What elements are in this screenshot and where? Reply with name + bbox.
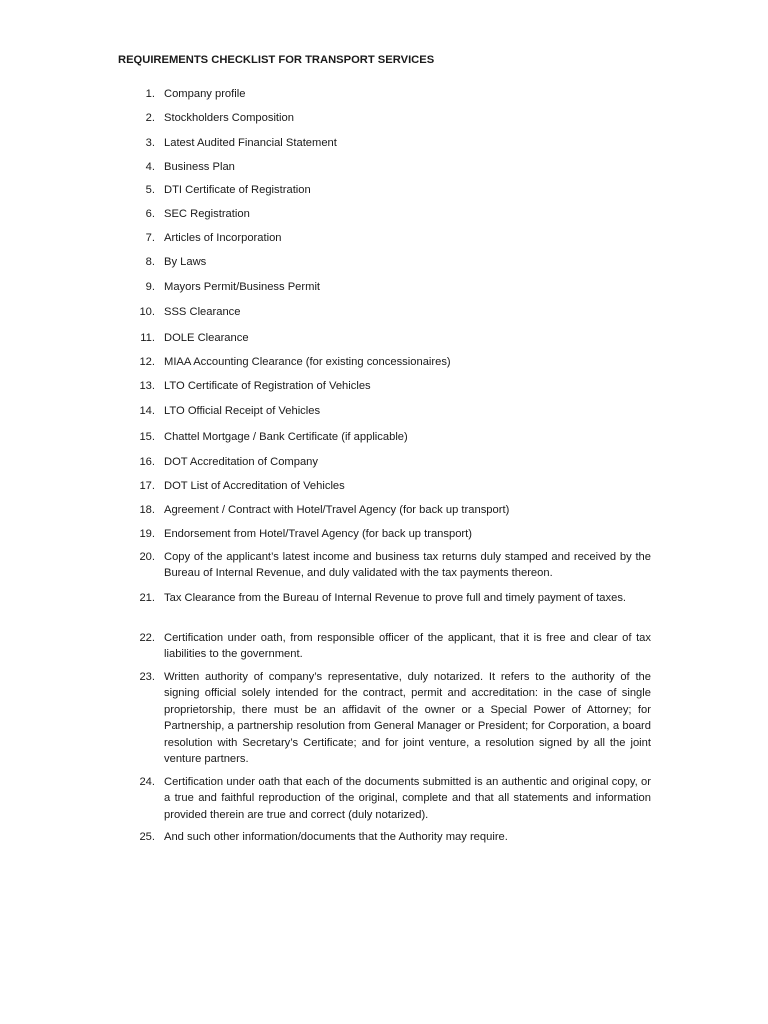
list-item-number: 9. [145,281,155,293]
list-item-number: 10. [139,306,155,318]
list-item-number: 11. [140,332,155,344]
list-item-number: 22. [139,632,155,644]
list-item-number: 16. [139,456,155,468]
list-item-text: Written authority of company’s representative, duly notarized. It refers to the authority of the signing official solely intended for the contract, permit and accreditation: in the case of single proprietorship, there must be an affidavit of the owner or a Special Power of Attorney; for Partnership, a partnership resolution from General Manager or President; for Corporation, a board resolution with Secretary’s Certificate; and for joint venture, a resolution signed by all the joint venture partners. [164,671,651,766]
list-item-text: DOT Accreditation of Company [164,456,319,468]
list-item-text: Business Plan [164,161,235,173]
list-item-number: 2. [145,112,155,124]
list-item-text: Tax Clearance from the Bureau of Internal Revenue to prove full and timely payment of taxes. [164,592,627,604]
list-item-number: 24. [139,776,155,788]
list-item-text: And such other information/documents that the Authority may require. [164,831,508,843]
list-item-text: Agreement / Contract with Hotel/Travel Agency (for back up transport) [164,504,510,516]
list-item-number: 7. [145,232,155,244]
list-item-text: DOT List of Accreditation of Vehicles [164,480,345,492]
list-item-number: 12. [139,356,155,368]
list-item-text: DOLE Clearance [164,332,249,344]
list-item-text: Certification under oath that each of the documents submitted is an authentic and original copy, or a true and faithful reproduction of the original, complete and that all statements and information provided therein are true and correct (duly notarized). [164,776,651,821]
list-item-text: Copy of the applicant’s latest income and business tax returns duly stamped and received by the Bureau of Internal Revenue, and duly validated with the tax payments thereon. [164,551,651,580]
list-item-text: By Laws [164,256,207,268]
list-item-text: LTO Official Receipt of Vehicles [164,405,321,417]
list-item-text: SSS Clearance [164,306,241,318]
list-item-text: DTI Certificate of Registration [164,184,311,196]
list-item-number: 18. [139,504,155,516]
list-item-text: Latest Audited Financial Statement [164,137,337,149]
list-item-number: 3. [145,137,155,149]
list-item-text: Mayors Permit/Business Permit [164,281,321,293]
list-item-text: LTO Certificate of Registration of Vehicles [164,380,371,392]
list-item-number: 1. [145,88,155,100]
list-item-number: 14. [139,405,155,417]
list-item-text: Endorsement from Hotel/Travel Agency (for back up transport) [164,528,472,540]
list-item-text: Articles of Incorporation [164,232,282,244]
list-item-number: 5. [145,184,155,196]
list-item-number: 20. [139,551,155,563]
list-item-text: Company profile [164,88,246,100]
document-title: REQUIREMENTS CHECKLIST FOR TRANSPORT SERVICES [118,54,435,66]
list-item-number: 13. [139,380,155,392]
list-item-number: 8. [145,256,155,268]
list-item-text: Certification under oath, from responsible officer of the applicant, that it is free and clear of tax liabilities to the government. [164,632,651,661]
list-item-text: MIAA Accounting Clearance (for existing concessionaires) [164,356,451,368]
list-item-number: 15. [139,431,155,443]
list-item-number: 4. [145,161,155,173]
list-item-number: 23. [139,671,155,683]
list-item-text: Chattel Mortgage / Bank Certificate (if applicable) [164,431,408,443]
list-item-number: 17. [139,480,155,492]
list-item-number: 25. [139,831,155,843]
list-item-text: SEC Registration [164,208,250,220]
list-item-number: 19. [139,528,155,540]
list-item-number: 6. [145,208,155,220]
list-item-text: Stockholders Composition [164,112,294,124]
list-item-number: 21. [139,592,155,604]
